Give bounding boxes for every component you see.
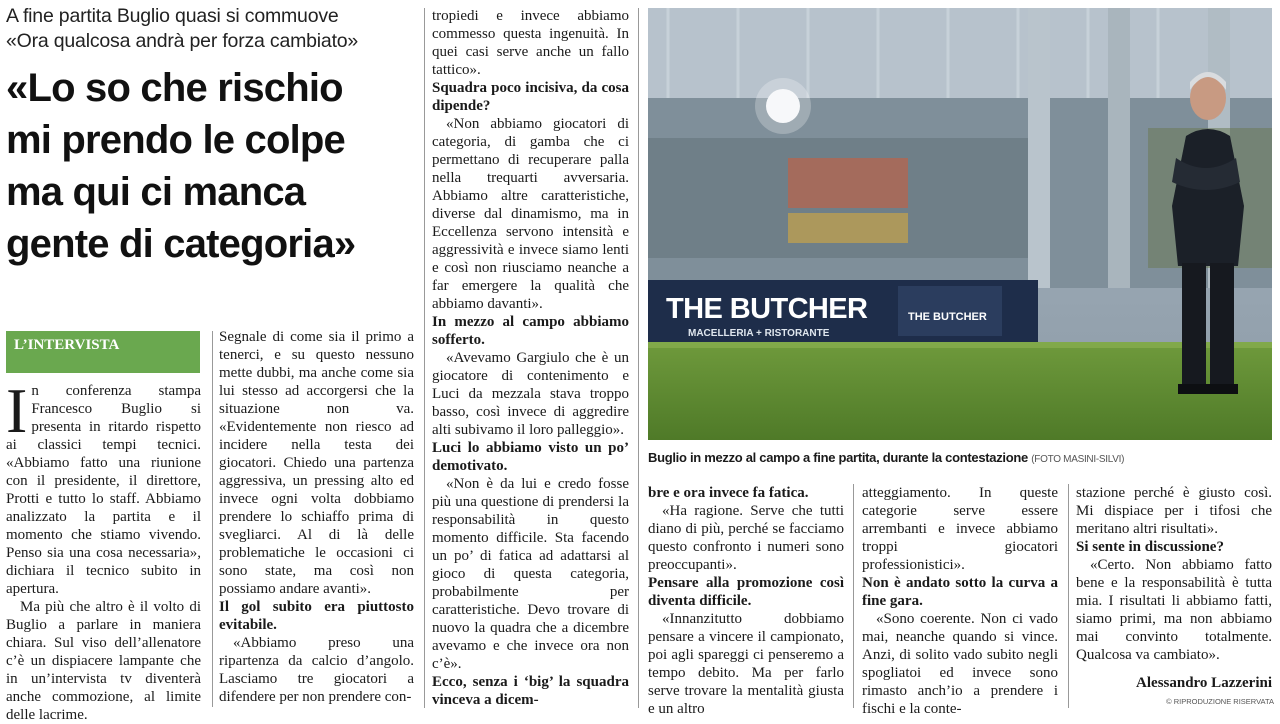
section-label: L’INTERVISTA — [6, 331, 200, 373]
caption-text: Buglio in mezzo al campo a fine partita, durante la contestazione — [648, 450, 1028, 465]
article-paragraph: «Non è da lui e credo fosse più una questione di prendersi la responsabilità in questo momento difficile. Sta facendo un po’ di fatica ad adattarsi al gioco di questa categoria, probabilmente per caratteristiche. Devo trovare di nuovo la quadra che a dicembre avevamo e che invece ora non c’è». — [432, 476, 629, 672]
article-paragraph: Segnale di come sia il primo a tenerci, e su questo nessuno mette dubbi, ma anche come sia lui stesso ad accorgersi che la situazione non va. «Evidentemente non riesco ad incidere nella testa dei giocatori. Chiedo una partenza aggressiva, un pressing alto ed invece ogni volta dobbiamo prendere lo schiaffo prima di svegliarci. Al di là delle problematiche le occasioni ci sono state, ma così non possiamo andare avanti». — [219, 329, 414, 597]
article-column-3 — [432, 7, 629, 709]
kicker — [6, 4, 424, 54]
article-paragraph: «Abbiamo preso una ripartenza da calcio d’angolo. Lasciamo tre giocatori a difendere per non prendere con- — [219, 635, 414, 705]
article-paragraph: «Sono coerente. Non ci vado mai, neanche quando si vince. Anzi, di solito vado subito negli spogliatoi ed invece sono rimasto anch’io a prendere i fischi e la conte- — [862, 611, 1058, 717]
interview-question: Ecco, senza i ‘big’ la squadra vinceva a dicem- — [432, 674, 629, 708]
interview-question: Si sente in discussione? — [1076, 539, 1224, 555]
interview-question: Il gol subito era piuttosto evitabile. — [219, 599, 414, 633]
column-rule — [212, 331, 213, 707]
banner-subtext: MACELLERIA + RISTORANTE — [688, 328, 830, 339]
banner-small-text: THE BUTCHER — [908, 311, 987, 323]
article-paragraph: atteggiamento. In queste categorie serve essere arrembanti e invece abbiamo troppi giocatori professionistici». — [862, 485, 1058, 573]
article-column-1 — [6, 375, 201, 724]
article-paragraph: Ma più che altro è il volto di Buglio a parlare in maniera chiara. Sul viso dell’allenatore c’è un dispiacere lampante che in un’intervista tv diventerà anche commozione, al limite delle lacrime. — [6, 599, 201, 723]
article-paragraph: «Ha ragione. Serve che tutti diano di più, perché se facciamo questo confronto i numeri sono preoccupanti». — [648, 503, 844, 573]
banner-text: THE BUTCHER — [666, 293, 868, 325]
article-photo — [648, 8, 1272, 440]
photo-credit: (FOTO MASINI-SILVI) — [1031, 454, 1125, 465]
author-signature: Alessandro Lazzerini — [1136, 675, 1272, 691]
article-paragraph: tropiedi e invece abbiamo commesso questa ingenuità. In quei casi serve anche un fallo tattico». — [432, 8, 629, 78]
interview-question: Non è andato sotto la curva a fine gara. — [862, 575, 1058, 609]
article-paragraph: stazione perché è giusto così. Mi dispiace per i tifosi che meritano altri risultati». — [1076, 485, 1272, 537]
article-column-2 — [219, 328, 414, 706]
article-paragraph: «Certo. Non abbiamo fatto bene e la responsabilità è tutta mia. I risultati li abbiamo fatti, siamo primi, ma non abbiamo mai convinto totalmente. Qualcosa va cambiato». — [1076, 557, 1272, 663]
headline-line: «Lo so che rischio — [6, 66, 343, 110]
headline — [6, 62, 424, 270]
paragraph-text: n conferenza stampa Francesco Buglio si presenta in ritardo rispetto ai classici tempi tecnici. «Abbiamo fatto una riunione con il presidente, il direttore, Protti e tutto lo staff. Abbiamo analizzato la partita e il momento che stiamo vivendo. Penso sia una cosa necessaria», dichiara il tecnico subito in apertura. — [6, 383, 201, 597]
copyright: © RIPRODUZIONE RISERVATA — [1166, 697, 1274, 706]
kicker-line: «Ora qualcosa andrà per forza cambiato» — [6, 30, 359, 52]
article-column-4 — [648, 484, 844, 718]
headline-line: mi prendo le colpe — [6, 118, 345, 162]
headline-line: gente di categoria» — [6, 222, 356, 266]
article-paragraph: «Innanzitutto dobbiamo pensare a vincere il campionato, poi agli spareggi ci penseremo a tempo debito. Ma per farlo serve trovare la mentalità giusta e un altro — [648, 611, 844, 717]
headline-line: ma qui ci manca — [6, 170, 306, 214]
article-paragraph: «Non abbiamo giocatori di categoria, di gamba che ci permettano di recuperare palla nella trequarti avversaria. Abbiamo altre caratteristiche, diverse dal dinamismo, ma in Eccellenza servono intensità e aggressività e invece siamo lenti e così non riusciamo neanche a far emergere la qualità che abbiamo davanti». — [432, 116, 629, 312]
interview-question: Squadra poco incisiva, da cosa dipende? — [432, 80, 629, 114]
column-rule — [853, 484, 854, 708]
article-column-5 — [862, 484, 1058, 718]
article-paragraph — [6, 375, 201, 598]
article-paragraph: «Avevamo Gargiulo che è un giocatore di contenimento e Luci da mezzala stava troppo basso, così invece di aggredire alti subivamo il loro palleggio». — [432, 350, 629, 438]
drop-cap: I — [6, 375, 28, 446]
photo-caption — [648, 450, 1278, 465]
interview-question: In mezzo al campo abbiamo sofferto. — [432, 314, 629, 348]
column-rule — [424, 8, 425, 708]
interview-question: Luci lo abbiamo visto un po’ demotivato. — [432, 440, 629, 474]
kicker-line: A fine partita Buglio quasi si commuove — [6, 5, 339, 27]
column-rule — [638, 8, 639, 708]
interview-question: bre e ora invece fa fatica. — [648, 485, 809, 501]
article-column-6 — [1076, 484, 1272, 692]
interview-question: Pensare alla promozione così diventa difficile. — [648, 575, 844, 609]
column-rule — [1068, 484, 1069, 708]
